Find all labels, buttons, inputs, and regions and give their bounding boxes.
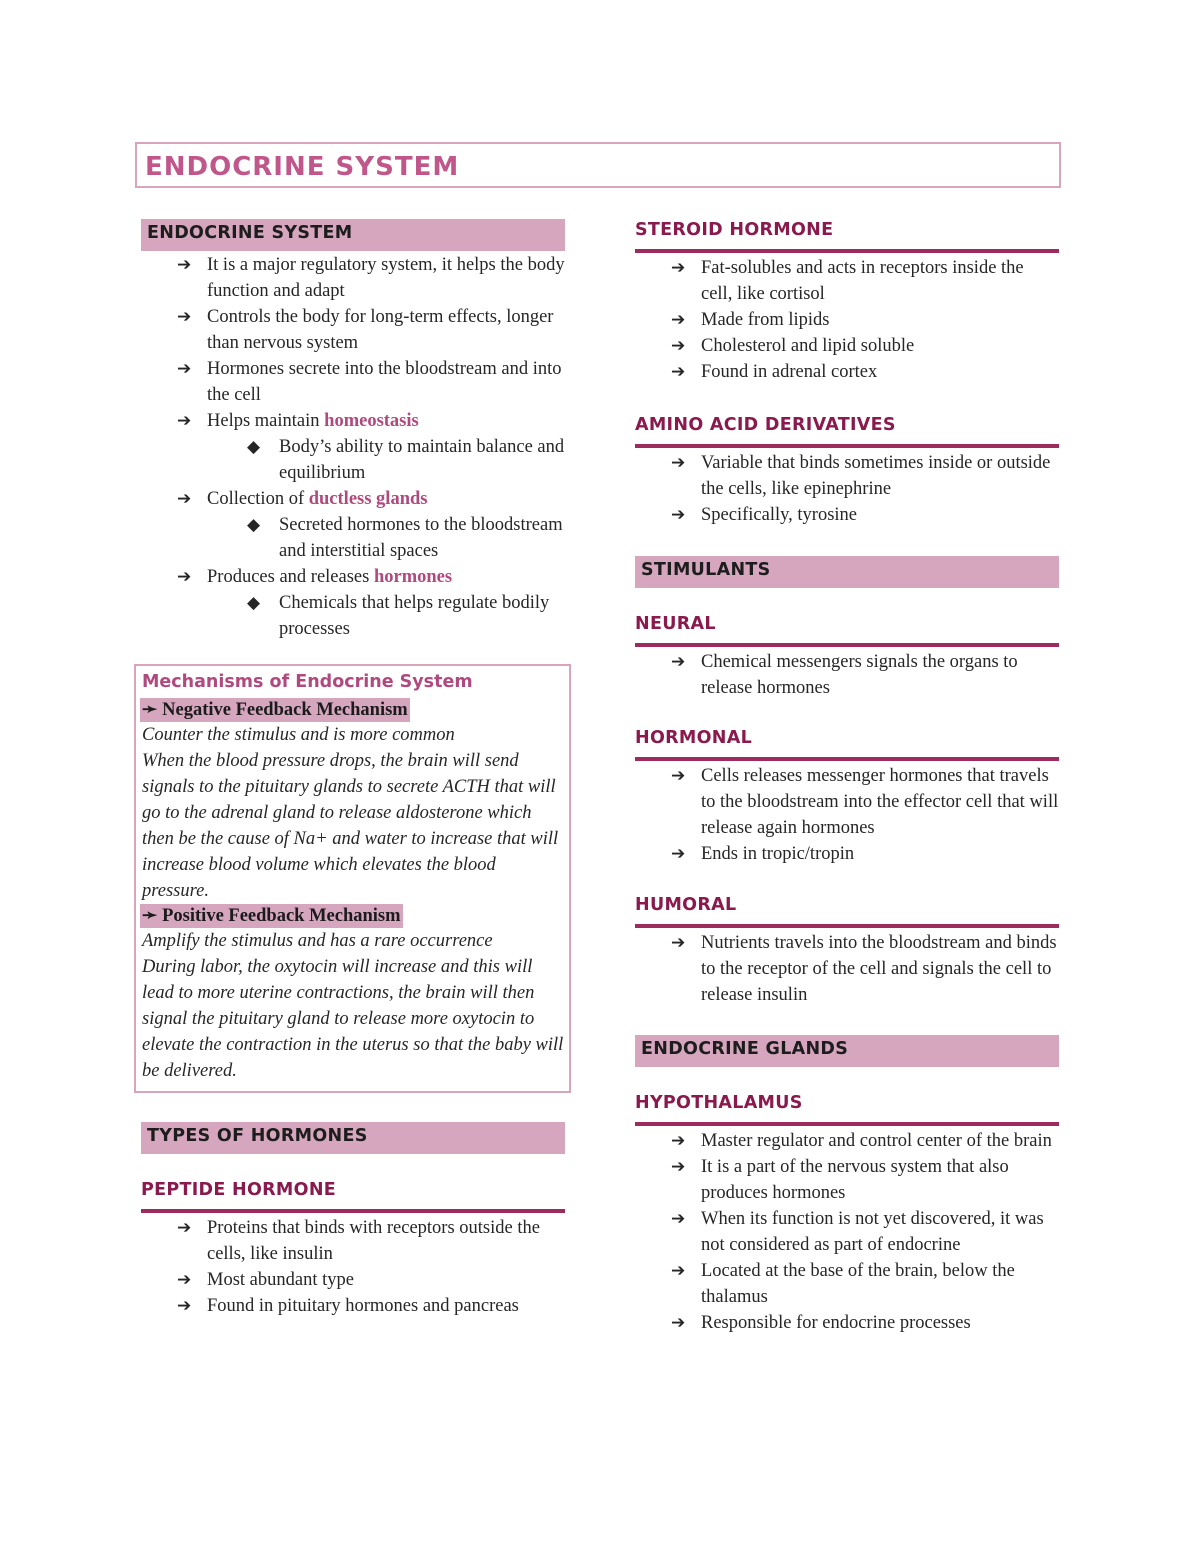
list-item: ➔ Master regulator and control center of the brain (671, 1128, 1059, 1154)
diamond-icon: ◆ (247, 593, 261, 613)
list-item: ➔ Cells releases messenger hormones that travels to the bloodstream into the effector cell that will release again hormones (671, 763, 1059, 841)
hypothalamus-list (671, 1128, 1059, 1336)
list-item: ➔ Found in pituitary hormones and pancreas (177, 1293, 569, 1319)
arrow-right-icon: ➔ (671, 336, 686, 356)
sub-header-amino-acid-derivatives: AMINO ACID DERIVATIVES (635, 413, 1059, 448)
negative-feedback-summary: Counter the stimulus and is more common (142, 725, 455, 745)
arrow-right-icon: ➔ (671, 766, 686, 786)
sub-header-humoral: HUMORAL (635, 893, 1059, 928)
list-item: ➔ Nutrients travels into the bloodstream and binds to the receptor of the cell and signals the cell to release insulin (671, 930, 1059, 1008)
list-item: ➔ Made from lipids (671, 307, 1059, 333)
amino-list (671, 450, 1059, 528)
list-item: ➔ It is a major regulatory system, it helps the body function and adapt (177, 252, 567, 304)
list-item: ➔ Ends in tropic/tropin (671, 841, 1059, 867)
peptide-section (141, 1178, 565, 1319)
arrow-right-icon: ➔ (177, 489, 192, 509)
arrow-right-icon: ➔ (671, 1261, 686, 1281)
positive-feedback-summary: Amplify the stimulus and has a rare occurrence (142, 931, 493, 951)
arrow-right-icon: ➔ (177, 1296, 192, 1316)
highlight-term: homeostasis (324, 411, 419, 431)
sub-header-steroid-hormone: STEROID HORMONE (635, 218, 1059, 253)
neural-section (635, 612, 1059, 701)
list-item: ➔ Variable that binds sometimes inside or outside the cells, like epinephrine (671, 450, 1059, 502)
arrow-right-icon: ➔ (671, 652, 686, 672)
list-item: ➔ Collection of ductless glands ◆ Secreted hormones to the bloodstream and interstitial spaces (177, 486, 567, 564)
arrow-right-icon: ➔ (671, 362, 686, 382)
page-title: ENDOCRINE SYSTEM (145, 152, 460, 182)
arrow-right-icon: ➔ (671, 933, 686, 953)
list-item: ➔ Cholesterol and lipid soluble (671, 333, 1059, 359)
section-header-endocrine-glands: ENDOCRINE GLANDS (635, 1035, 1059, 1067)
sub-list-item: ◆ Chemicals that helps regulate bodily processes (247, 590, 567, 642)
mechanisms-box (134, 664, 571, 1093)
list-item: ➔ Helps maintain homeostasis ◆ Body’s ability to maintain balance and equilibrium (177, 408, 567, 486)
arrow-right-icon: ➔ (671, 844, 686, 864)
arrow-right-icon: ➔ (177, 411, 192, 431)
list-item: ➔ Located at the base of the brain, below the thalamus (671, 1258, 1059, 1310)
intro-section (141, 219, 565, 642)
list-item: ➔ Chemical messengers signals the organs to release hormones (671, 649, 1059, 701)
amino-section (635, 413, 1059, 528)
title-box (135, 142, 1061, 188)
positive-feedback-example: During labor, the oxytocin will increase and this will lead to more uterine contractions, the brain will then signal the pituitary gland to release more oxytocin to elevate the contraction in the uterus so that the baby will be delivered. (142, 957, 564, 1081)
humoral-section (635, 893, 1059, 1008)
list-item: ➔ Proteins that binds with receptors outside the cells, like insulin (177, 1215, 569, 1267)
list-item: ➔ Specifically, tyrosine (671, 502, 1059, 528)
arrow-right-icon: ➔ (671, 258, 686, 278)
sub-list-item: ◆ Secreted hormones to the bloodstream and interstitial spaces (247, 512, 567, 564)
diamond-icon: ◆ (247, 515, 261, 535)
arrow-right-icon: ➔ (177, 1218, 192, 1238)
sub-list-item: ◆ Body’s ability to maintain balance and equilibrium (247, 434, 567, 486)
list-item: ➔ Fat-solubles and acts in receptors inside the cell, like cortisol (671, 255, 1059, 307)
sub-header-hormonal: HORMONAL (635, 726, 1059, 761)
mechanisms-title: Mechanisms of Endocrine System (142, 672, 473, 692)
hypothalamus-section (635, 1091, 1059, 1336)
list-item: ➔ Hormones secrete into the bloodstream and into the cell (177, 356, 567, 408)
arrow-right-icon: ➔ (671, 453, 686, 473)
list-item: ➔ When its function is not yet discovered, it was not considered as part of endocrine (671, 1206, 1059, 1258)
highlight-term: ductless glands (308, 489, 428, 509)
list-item: ➔ Responsible for endocrine processes (671, 1310, 1059, 1336)
neural-list (671, 649, 1059, 701)
arrow-right-icon: ➔ (671, 505, 686, 525)
sub-header-hypothalamus: HYPOTHALAMUS (635, 1091, 1059, 1126)
positive-feedback-label: ➛ Positive Feedback Mechanism (142, 906, 401, 926)
arrow-right-icon: ➔ (177, 1270, 192, 1290)
highlight-term: hormones (373, 567, 453, 587)
list-item: ➔ Most abundant type (177, 1267, 569, 1293)
steroid-list (671, 255, 1059, 385)
list-item: ➔ Produces and releases hormones ◆ Chemicals that helps regulate bodily processes (177, 564, 567, 642)
arrow-right-icon: ➔ (671, 310, 686, 330)
arrow-right-icon: ➔ (671, 1131, 686, 1151)
arrow-right-icon: ➔ (177, 359, 192, 379)
arrow-right-icon: ➔ (671, 1313, 686, 1333)
hormonal-section (635, 726, 1059, 867)
sub-header-peptide-hormone: PEPTIDE HORMONE (141, 1178, 565, 1213)
hormonal-list (671, 763, 1059, 867)
section-header-types-of-hormones: TYPES OF HORMONES (141, 1122, 565, 1154)
arrow-right-icon: ➔ (671, 1157, 686, 1177)
arrow-right-icon: ➔ (177, 567, 192, 587)
steroid-section (635, 218, 1059, 385)
list-item: ➔ It is a part of the nervous system that also produces hormones (671, 1154, 1059, 1206)
peptide-list (177, 1215, 569, 1319)
diamond-icon: ◆ (247, 437, 261, 457)
list-item: ➔ Controls the body for long-term effects, longer than nervous system (177, 304, 567, 356)
list-item: ➔ Found in adrenal cortex (671, 359, 1059, 385)
humoral-list (671, 930, 1059, 1008)
arrow-right-icon: ➔ (177, 307, 192, 327)
negative-feedback-label: ➛ Negative Feedback Mechanism (142, 700, 408, 720)
arrow-right-icon: ➔ (177, 255, 192, 275)
sub-header-neural: NEURAL (635, 612, 1059, 647)
section-header-stimulants: STIMULANTS (635, 556, 1059, 588)
section-header-endocrine-system: ENDOCRINE SYSTEM (141, 219, 565, 251)
negative-feedback-example: When the blood pressure drops, the brain will send signals to the pituitary glands to secrete ACTH that will go to the adrenal gland to release aldosterone which then be the cause of Na+ and water to increase that will increase blood volume which elevates the blood pressure. (142, 751, 559, 901)
intro-list (177, 252, 567, 642)
arrow-right-icon: ➔ (671, 1209, 686, 1229)
